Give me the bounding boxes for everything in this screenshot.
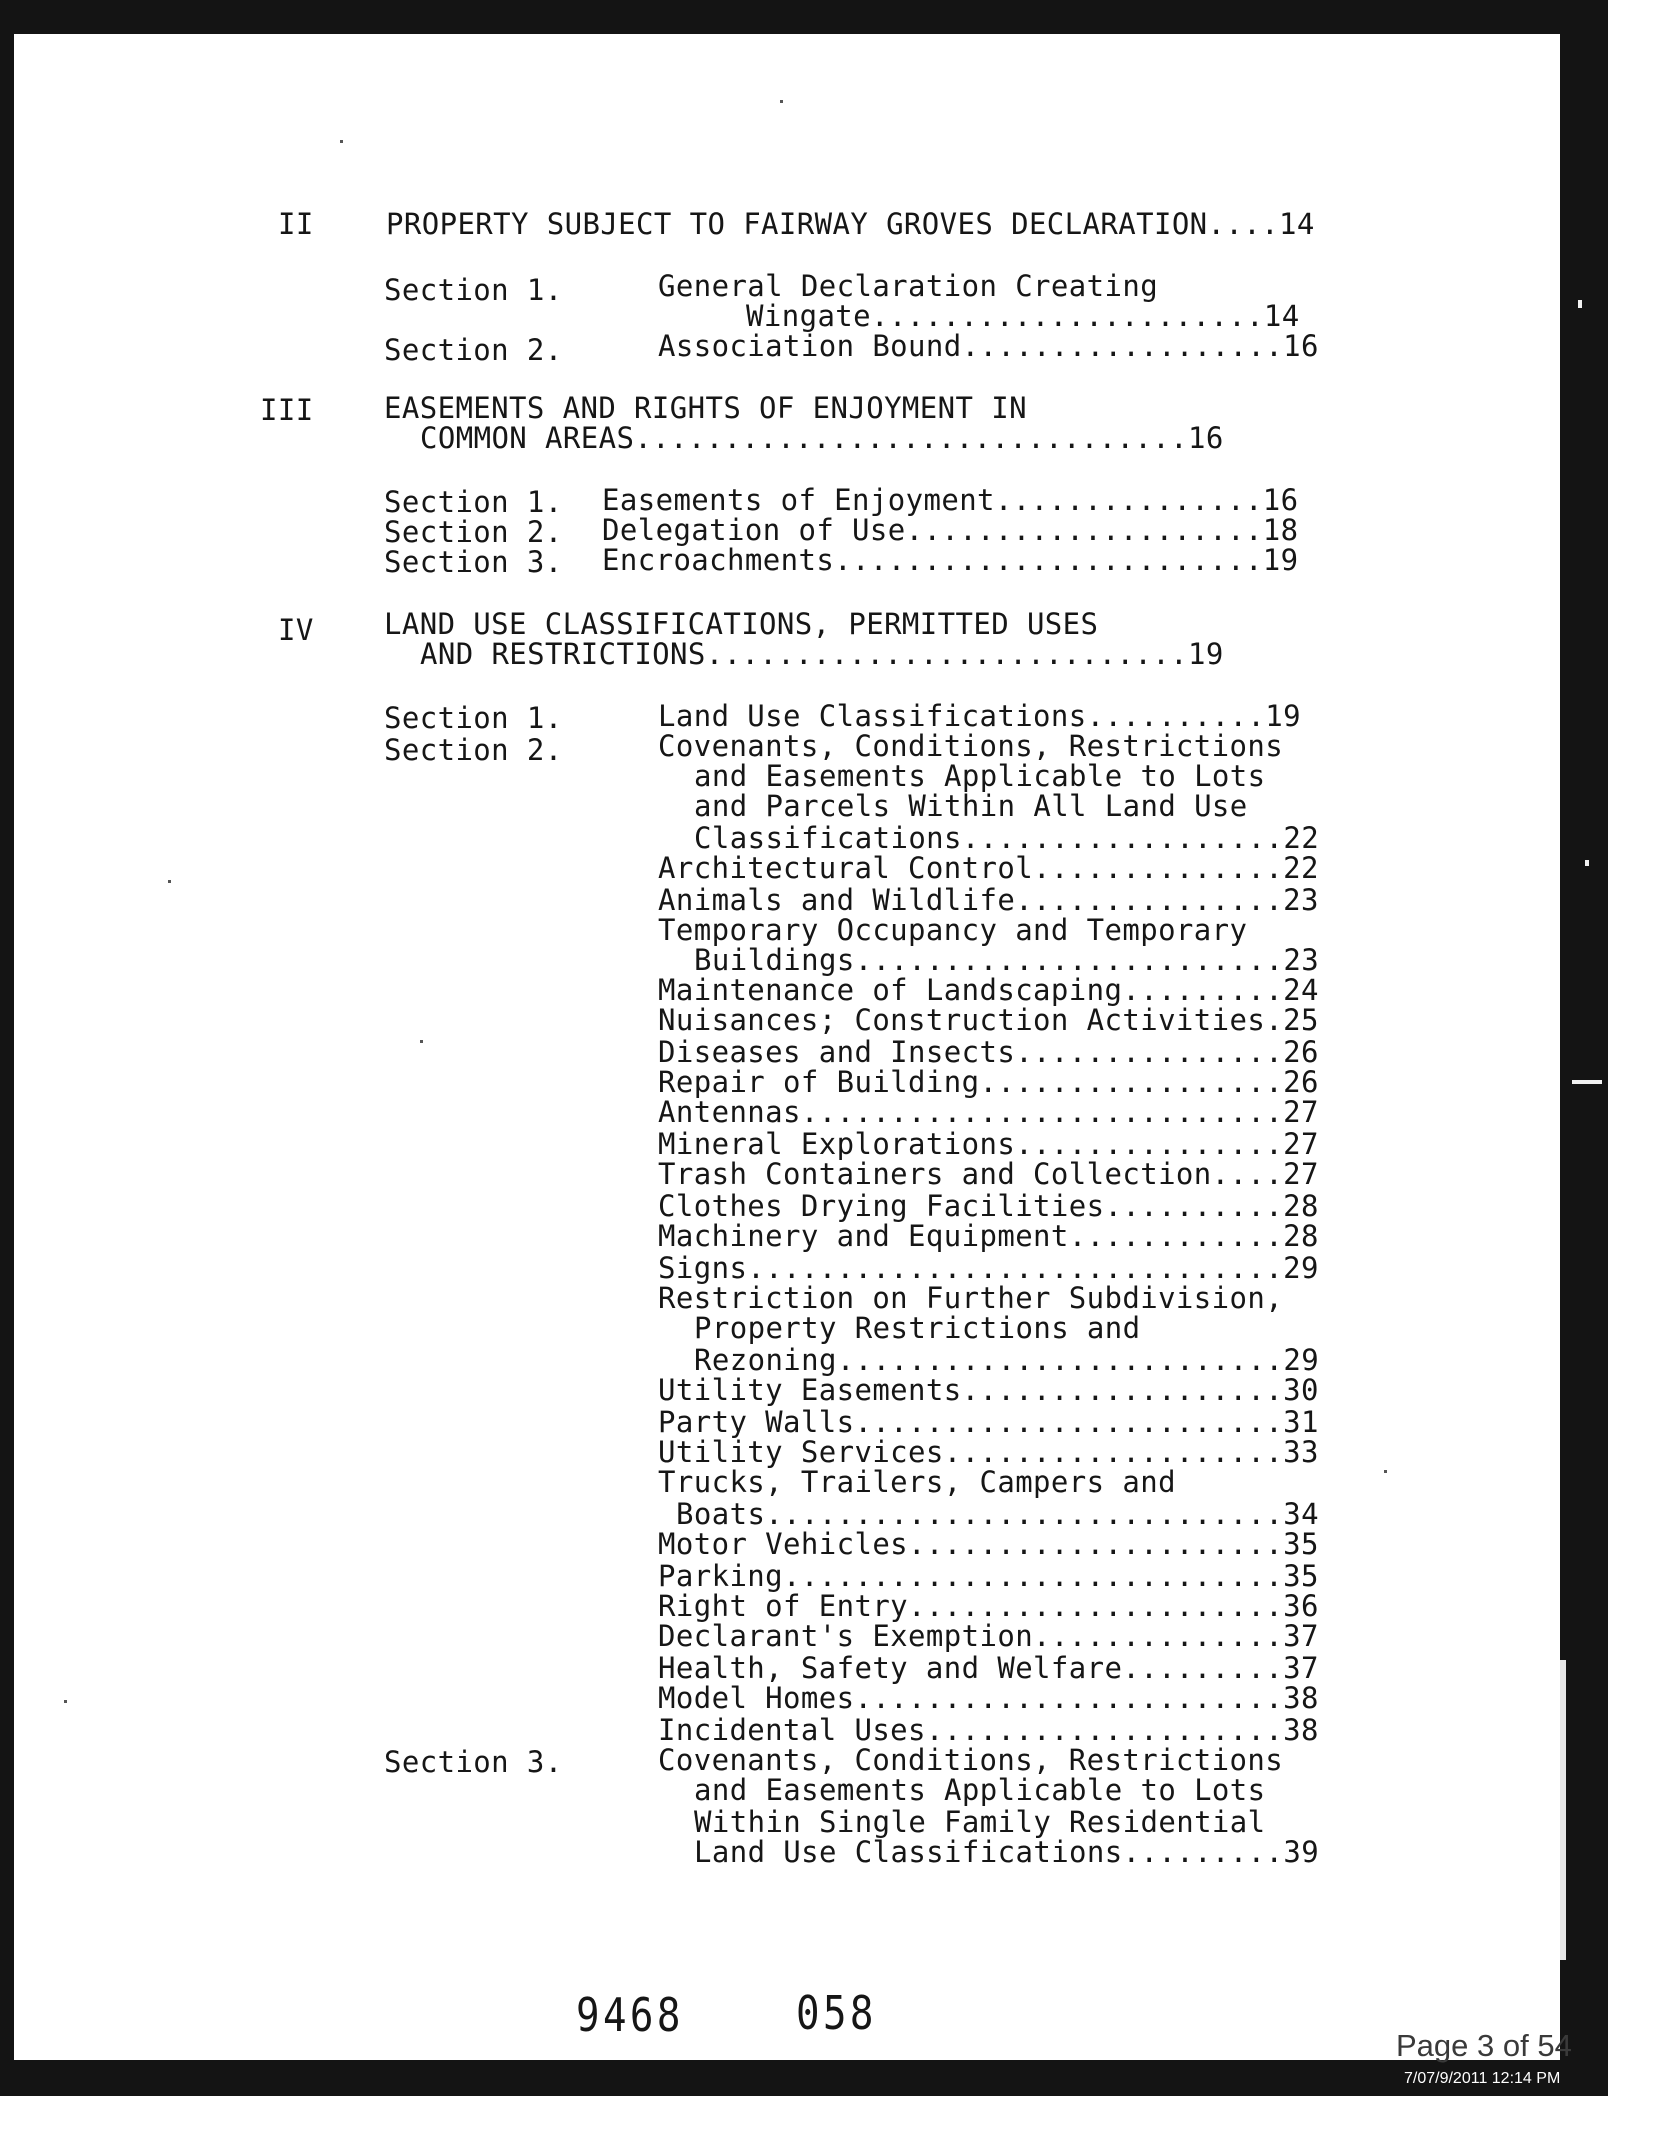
toc-entry: Mineral Explorations...............27: [658, 1127, 1319, 1161]
section-label: Section 2.: [384, 333, 563, 367]
section-label: Section 3.: [384, 545, 563, 579]
toc-entry: Wingate......................14: [746, 299, 1300, 333]
toc-entry: Signs..............................29: [658, 1251, 1319, 1285]
page-indicator: Page 3 of 54: [1396, 2028, 1572, 2063]
section-label: Section 1.: [384, 485, 563, 519]
toc-entry: Boats.............................34: [676, 1497, 1319, 1531]
toc-entry: Model Homes........................38: [658, 1681, 1319, 1715]
toc-entry: Maintenance of Landscaping.........24: [658, 973, 1319, 1007]
section-label: Section 1.: [384, 701, 563, 735]
article-title: LAND USE CLASSIFICATIONS, PERMITTED USES: [384, 607, 1099, 641]
toc-entry: Diseases and Insects...............26: [658, 1035, 1319, 1069]
toc-entry: Land Use Classifications.........39: [694, 1835, 1320, 1869]
toc-entry: Association Bound..................16: [658, 329, 1319, 363]
toc-entry: Declarant's Exemption..............37: [658, 1619, 1319, 1653]
scan-border-right: [1560, 0, 1608, 2090]
article-title: EASEMENTS AND RIGHTS OF ENJOYMENT IN: [384, 391, 1027, 425]
section-label: Section 2.: [384, 515, 563, 549]
bates-page-number: 058: [796, 1986, 877, 2040]
toc-entry: Trash Containers and Collection....27: [658, 1157, 1319, 1191]
toc-entry: Incidental Uses....................38: [658, 1713, 1319, 1747]
toc-entry: Health, Safety and Welfare.........37: [658, 1651, 1319, 1685]
article-title: COMMON AREAS...............................16: [420, 421, 1224, 455]
toc-entry: Buildings........................23: [694, 943, 1320, 977]
toc-entry: Right of Entry.....................36: [658, 1589, 1319, 1623]
toc-entry: and Easements Applicable to Lots: [694, 759, 1266, 793]
scan-speck: [420, 1040, 423, 1043]
article-number: II: [278, 207, 314, 241]
toc-entry: Covenants, Conditions, Restrictions: [658, 1743, 1284, 1777]
scan-speck: [1585, 860, 1589, 866]
scan-speck: [340, 140, 343, 143]
toc-entry: and Easements Applicable to Lots: [694, 1773, 1266, 1807]
toc-entry: Encroachments........................19: [602, 543, 1299, 577]
toc-entry: Architectural Control..............22: [658, 851, 1319, 885]
toc-entry: Repair of Building.................26: [658, 1065, 1319, 1099]
article-number: III: [260, 393, 314, 427]
scan-border-bottom: [0, 2060, 1608, 2096]
toc-entry: Covenants, Conditions, Restrictions: [658, 729, 1284, 763]
toc-entry: Parking............................35: [658, 1559, 1319, 1593]
toc-entry: Restriction on Further Subdivision,: [658, 1281, 1284, 1315]
toc-entry: Trucks, Trailers, Campers and: [658, 1465, 1176, 1499]
toc-entry: Machinery and Equipment............28: [658, 1219, 1319, 1253]
scan-speck: [1578, 300, 1582, 308]
toc-entry: Utility Services...................33: [658, 1435, 1319, 1469]
scan-speck: [1384, 1470, 1387, 1473]
toc-entry: Clothes Drying Facilities..........28: [658, 1189, 1319, 1223]
bates-book-number: 9468: [576, 1988, 684, 2042]
toc-entry: Delegation of Use....................18: [602, 513, 1299, 547]
scan-border-left: [0, 0, 14, 2090]
toc-entry: Temporary Occupancy and Temporary: [658, 913, 1248, 947]
toc-entry: Party Walls........................31: [658, 1405, 1319, 1439]
toc-entry: Within Single Family Residential: [694, 1805, 1266, 1839]
article-number: IV: [278, 613, 314, 647]
scan-speck: [64, 1700, 67, 1703]
article-title: AND RESTRICTIONS...........................19: [420, 637, 1224, 671]
toc-entry: Utility Easements..................30: [658, 1373, 1319, 1407]
scan-speck: [1572, 1080, 1602, 1084]
toc-entry: Easements of Enjoyment...............16: [602, 483, 1299, 517]
toc-entry: Rezoning.........................29: [694, 1343, 1320, 1377]
article-title: PROPERTY SUBJECT TO FAIRWAY GROVES DECLARATION....14: [386, 207, 1315, 241]
toc-entry: Land Use Classifications..........19: [658, 699, 1301, 733]
toc-entry: Motor Vehicles.....................35: [658, 1527, 1319, 1561]
section-label: Section 2.: [384, 733, 563, 767]
scan-speck: [780, 100, 783, 103]
section-label: Section 1.: [384, 273, 563, 307]
toc-entry: Property Restrictions and: [694, 1311, 1141, 1345]
section-label: Section 3.: [384, 1745, 563, 1779]
scan-speck: [168, 880, 171, 883]
toc-entry: Antennas...........................27: [658, 1095, 1319, 1129]
print-timestamp: 7/07/9/2011 12:14 PM: [1404, 2070, 1561, 2087]
toc-entry: and Parcels Within All Land Use: [694, 789, 1248, 823]
toc-entry: Classifications..................22: [694, 821, 1320, 855]
scan-speck: [1560, 1660, 1566, 1960]
toc-entry: Nuisances; Construction Activities.25: [658, 1003, 1319, 1037]
scan-border-top: [0, 0, 1608, 34]
toc-entry: General Declaration Creating: [658, 269, 1159, 303]
toc-entry: Animals and Wildlife...............23: [658, 883, 1319, 917]
